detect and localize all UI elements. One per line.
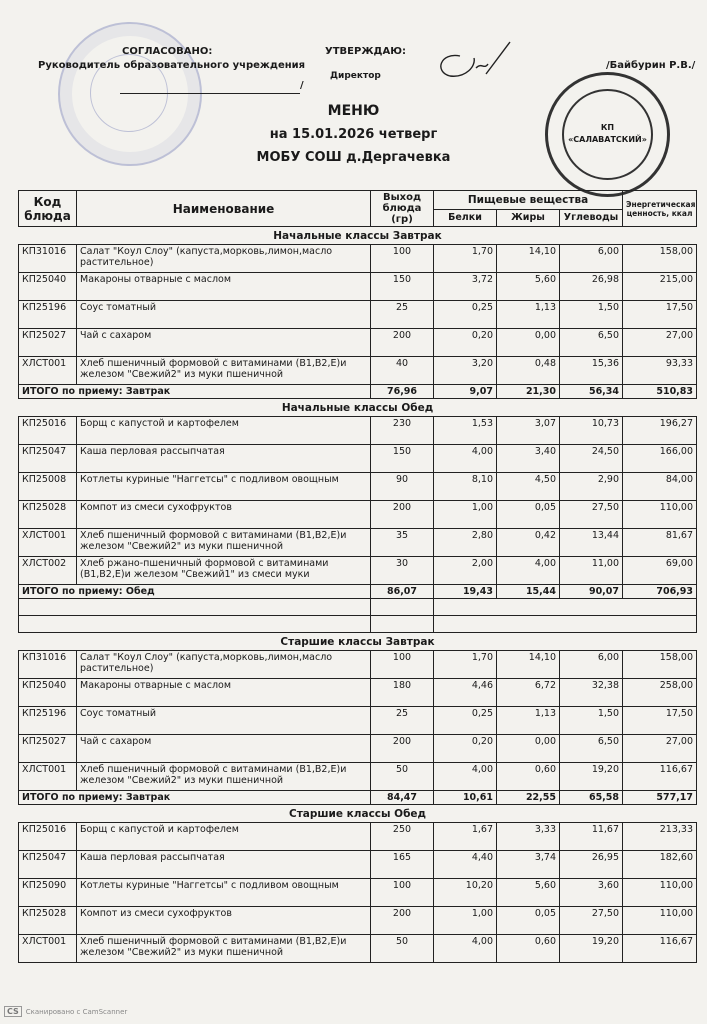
cell-kcal: 215,00 (623, 273, 697, 301)
section-header (19, 633, 697, 651)
cell-code: КП25028 (19, 907, 77, 935)
cell-fat: 5,60 (497, 273, 560, 301)
total-yield: 86,07 (371, 585, 434, 599)
cell-code: КП25016 (19, 823, 77, 851)
cell-kcal: 81,67 (623, 529, 697, 557)
cell-fat: 0,60 (497, 935, 560, 963)
total-protein: 19,43 (434, 585, 497, 599)
cell-kcal: 84,00 (623, 473, 697, 501)
confirm-role: Директор (330, 71, 381, 81)
cell-fat: 6,72 (497, 679, 560, 707)
cell-carbs: 6,00 (560, 651, 623, 679)
cell-name: Хлеб пшеничный формовой с витаминами (В1,В2,Е)и железом "Свежий2" из муки пшеничной (77, 935, 371, 963)
cell-carbs: 10,73 (560, 417, 623, 445)
total-fat: 22,55 (497, 791, 560, 805)
cell-yield: 180 (371, 679, 434, 707)
cell-protein: 3,20 (434, 357, 497, 385)
cell-protein: 4,40 (434, 851, 497, 879)
cell-protein: 1,67 (434, 823, 497, 851)
cell-kcal: 258,00 (623, 679, 697, 707)
cell-carbs: 19,20 (560, 935, 623, 963)
table-row (19, 651, 697, 679)
table-row (19, 445, 697, 473)
total-protein: 9,07 (434, 385, 497, 399)
cell-kcal: 116,67 (623, 935, 697, 963)
total-kcal: 510,83 (623, 385, 697, 399)
stamp-text-2: «САЛАВАТСКИЙ» (568, 135, 647, 144)
cell-protein: 3,72 (434, 273, 497, 301)
cell-fat: 3,07 (497, 417, 560, 445)
cell-code: КП25047 (19, 851, 77, 879)
cell-carbs: 19,20 (560, 763, 623, 791)
cell-carbs: 2,90 (560, 473, 623, 501)
cell-yield: 200 (371, 501, 434, 529)
table-row (19, 329, 697, 357)
cell-fat: 0,48 (497, 357, 560, 385)
cell-fat: 3,40 (497, 445, 560, 473)
cell-yield: 30 (371, 557, 434, 585)
cell-yield: 100 (371, 879, 434, 907)
cell-name: Салат "Коул Слоу" (капуста,морковь,лимон,масло растительное) (77, 245, 371, 273)
cell-carbs: 11,00 (560, 557, 623, 585)
cell-fat: 1,13 (497, 707, 560, 735)
cell-name: Компот из смеси сухофруктов (77, 501, 371, 529)
footer (4, 1006, 127, 1017)
section-title: Начальные классы Обед (281, 402, 434, 414)
cell-kcal: 110,00 (623, 501, 697, 529)
cell-yield: 25 (371, 707, 434, 735)
cell-carbs: 15,36 (560, 357, 623, 385)
table-row (19, 879, 697, 907)
menu-table-body (19, 227, 697, 963)
cell-yield: 35 (371, 529, 434, 557)
cell-yield: 25 (371, 301, 434, 329)
section-title: Старшие классы Завтрак (280, 636, 435, 648)
table-row (19, 935, 697, 963)
cell-yield: 50 (371, 935, 434, 963)
menu-title: МЕНЮ (327, 103, 380, 119)
cell-kcal: 116,67 (623, 763, 697, 791)
school-name: МОБУ СОШ д.Дергачевка (256, 150, 451, 165)
cell-name: Салат "Коул Слоу" (капуста,морковь,лимон,масло растительное) (77, 651, 371, 679)
cell-kcal: 182,60 (623, 851, 697, 879)
table-row (19, 417, 697, 445)
cell-carbs: 6,50 (560, 329, 623, 357)
cell-name: Котлеты куриные "Наггетсы" с подливом овощным (77, 879, 371, 907)
cell-code: КП25008 (19, 473, 77, 501)
cell-fat: 0,05 (497, 907, 560, 935)
cell-name: Хлеб пшеничный формовой с витаминами (В1,В2,Е)и железом "Свежий2" из муки пшеничной (77, 763, 371, 791)
total-kcal: 706,93 (623, 585, 697, 599)
cell-code: КП31016 (19, 245, 77, 273)
approved-role: Руководитель образовательного учреждения (38, 60, 306, 71)
cell-protein: 8,10 (434, 473, 497, 501)
table-row (19, 245, 697, 273)
cell-yield: 200 (371, 907, 434, 935)
cell-name: Макароны отварные с маслом (77, 679, 371, 707)
menu-date: на 15.01.2026 четверг (269, 127, 438, 142)
cell-fat: 3,74 (497, 851, 560, 879)
col-protein: Белки (434, 209, 497, 226)
cell-protein: 4,00 (434, 763, 497, 791)
stamp-left (58, 22, 202, 166)
col-fat: Жиры (497, 209, 560, 226)
cell-carbs: 3,60 (560, 879, 623, 907)
table-row (19, 823, 697, 851)
cell-yield: 150 (371, 273, 434, 301)
total-yield: 76,96 (371, 385, 434, 399)
cell-yield: 165 (371, 851, 434, 879)
cell-kcal: 110,00 (623, 879, 697, 907)
cell-kcal: 110,00 (623, 907, 697, 935)
cell-code: КП25027 (19, 329, 77, 357)
cell-yield: 50 (371, 763, 434, 791)
table-row (19, 851, 697, 879)
cell-name: Компот из смеси сухофруктов (77, 907, 371, 935)
cell-code: ХЛСТ001 (19, 935, 77, 963)
cell-kcal: 93,33 (623, 357, 697, 385)
table-row (19, 357, 697, 385)
section-title: Начальные классы Завтрак (273, 230, 442, 242)
col-yield: Выход блюда (гр) (371, 191, 434, 227)
cell-protein: 4,00 (434, 445, 497, 473)
cell-protein: 1,53 (434, 417, 497, 445)
total-carbs: 65,58 (560, 791, 623, 805)
cell-code: КП25040 (19, 679, 77, 707)
table-row (19, 735, 697, 763)
cell-protein: 4,46 (434, 679, 497, 707)
cell-protein: 1,00 (434, 907, 497, 935)
cell-fat: 0,00 (497, 329, 560, 357)
stamp-text-1: КП (600, 123, 615, 132)
total-carbs: 56,34 (560, 385, 623, 399)
total-row (19, 385, 697, 399)
cell-protein: 0,25 (434, 301, 497, 329)
cell-code: КП25040 (19, 273, 77, 301)
cell-kcal: 17,50 (623, 301, 697, 329)
cell-protein: 1,70 (434, 245, 497, 273)
col-carbs: Углеводы (560, 209, 623, 226)
table-row (19, 557, 697, 585)
cell-kcal: 69,00 (623, 557, 697, 585)
total-yield: 84,47 (371, 791, 434, 805)
cell-code: ХЛСТ002 (19, 557, 77, 585)
cell-name: Котлеты куриные "Наггетсы" с подливом овощным (77, 473, 371, 501)
cell-fat: 0,60 (497, 763, 560, 791)
cell-yield: 150 (371, 445, 434, 473)
total-label: ИТОГО по приему: Обед (19, 585, 371, 599)
cell-fat: 4,00 (497, 557, 560, 585)
table-row (19, 501, 697, 529)
cell-code: КП25196 (19, 707, 77, 735)
cell-kcal: 166,00 (623, 445, 697, 473)
table-row (19, 473, 697, 501)
col-code: Код блюда (19, 191, 77, 227)
total-label: ИТОГО по приему: Завтрак (19, 385, 371, 399)
cell-carbs: 26,95 (560, 851, 623, 879)
cell-yield: 200 (371, 329, 434, 357)
cell-fat: 0,00 (497, 735, 560, 763)
cell-carbs: 32,38 (560, 679, 623, 707)
col-energy: Энергетическая ценность, ккал (623, 191, 697, 227)
cell-fat: 1,13 (497, 301, 560, 329)
empty-row (19, 616, 697, 633)
cell-code: КП25028 (19, 501, 77, 529)
cell-name: Чай с сахаром (77, 329, 371, 357)
cell-protein: 4,00 (434, 935, 497, 963)
cell-carbs: 11,67 (560, 823, 623, 851)
cell-fat: 3,33 (497, 823, 560, 851)
cell-code: КП25196 (19, 301, 77, 329)
approved-sign-end: / (300, 80, 304, 91)
cell-kcal: 196,27 (623, 417, 697, 445)
cell-code: КП25047 (19, 445, 77, 473)
table-row (19, 907, 697, 935)
cell-protein: 0,25 (434, 707, 497, 735)
total-protein: 10,61 (434, 791, 497, 805)
cell-kcal: 213,33 (623, 823, 697, 851)
cell-kcal: 17,50 (623, 707, 697, 735)
col-nutrients: Пищевые вещества (434, 191, 623, 210)
total-kcal: 577,17 (623, 791, 697, 805)
cell-protein: 2,00 (434, 557, 497, 585)
total-label: ИТОГО по приему: Завтрак (19, 791, 371, 805)
cell-fat: 14,10 (497, 245, 560, 273)
cell-kcal: 27,00 (623, 329, 697, 357)
cell-protein: 1,70 (434, 651, 497, 679)
total-carbs: 90,07 (560, 585, 623, 599)
cell-code: ХЛСТ001 (19, 357, 77, 385)
cell-name: Борщ с капустой и картофелем (77, 823, 371, 851)
total-row (19, 791, 697, 805)
cell-protein: 10,20 (434, 879, 497, 907)
section-header (19, 805, 697, 823)
cell-fat: 0,42 (497, 529, 560, 557)
cell-name: Хлеб пшеничный формовой с витаминами (В1,В2,Е)и железом "Свежий2" из муки пшеничной (77, 357, 371, 385)
cell-protein: 0,20 (434, 329, 497, 357)
cell-carbs: 13,44 (560, 529, 623, 557)
cell-carbs: 6,00 (560, 245, 623, 273)
cell-yield: 90 (371, 473, 434, 501)
total-row (19, 585, 697, 599)
camscanner-icon: CS (4, 1006, 22, 1017)
cell-name: Хлеб ржано-пшеничный формовой с витаминами (В1,В2,Е)и железом "Свежий1" из смеси муки (77, 557, 371, 585)
cell-fat: 4,50 (497, 473, 560, 501)
cell-carbs: 27,50 (560, 907, 623, 935)
cell-kcal: 158,00 (623, 651, 697, 679)
table-row (19, 679, 697, 707)
cell-protein: 1,00 (434, 501, 497, 529)
table-row (19, 707, 697, 735)
table-row (19, 763, 697, 791)
cell-carbs: 1,50 (560, 301, 623, 329)
signature-line (120, 93, 300, 94)
cell-name: Чай с сахаром (77, 735, 371, 763)
confirm-label: УТВЕРЖДАЮ: (325, 46, 406, 57)
cell-kcal: 158,00 (623, 245, 697, 273)
table-row (19, 529, 697, 557)
cell-code: КП31016 (19, 651, 77, 679)
table-row (19, 301, 697, 329)
director-name: /Байбурин Р.В./ (606, 60, 696, 71)
cell-code: ХЛСТ001 (19, 529, 77, 557)
empty-row (19, 599, 697, 616)
menu-table (18, 190, 697, 963)
cell-carbs: 6,50 (560, 735, 623, 763)
section-title: Старшие классы Обед (288, 808, 427, 820)
cell-carbs: 26,98 (560, 273, 623, 301)
cell-name: Борщ с капустой и картофелем (77, 417, 371, 445)
cell-name: Макароны отварные с маслом (77, 273, 371, 301)
cell-name: Хлеб пшеничный формовой с витаминами (В1,В2,Е)и железом "Свежий2" из муки пшеничной (77, 529, 371, 557)
cell-yield: 230 (371, 417, 434, 445)
cell-name: Соус томатный (77, 301, 371, 329)
cell-code: КП25016 (19, 417, 77, 445)
section-header (19, 399, 697, 417)
cell-name: Каша перловая рассыпчатая (77, 445, 371, 473)
footer-text: Сканировано с CamScanner (25, 1007, 128, 1016)
signature-icon (430, 38, 520, 83)
cell-kcal: 27,00 (623, 735, 697, 763)
cell-yield: 100 (371, 651, 434, 679)
cell-fat: 5,60 (497, 879, 560, 907)
cell-carbs: 1,50 (560, 707, 623, 735)
cell-fat: 0,05 (497, 501, 560, 529)
col-name: Наименование (77, 191, 371, 227)
cell-protein: 0,20 (434, 735, 497, 763)
cell-name: Каша перловая рассыпчатая (77, 851, 371, 879)
approved-label: СОГЛАСОВАНО: (122, 46, 213, 57)
cell-name: Соус томатный (77, 707, 371, 735)
total-fat: 15,44 (497, 585, 560, 599)
cell-code: КП25027 (19, 735, 77, 763)
total-fat: 21,30 (497, 385, 560, 399)
cell-protein: 2,80 (434, 529, 497, 557)
cell-yield: 200 (371, 735, 434, 763)
cell-carbs: 24,50 (560, 445, 623, 473)
cell-yield: 250 (371, 823, 434, 851)
cell-code: ХЛСТ001 (19, 763, 77, 791)
cell-carbs: 27,50 (560, 501, 623, 529)
table-row (19, 273, 697, 301)
cell-code: КП25090 (19, 879, 77, 907)
cell-yield: 100 (371, 245, 434, 273)
cell-fat: 14,10 (497, 651, 560, 679)
cell-yield: 40 (371, 357, 434, 385)
section-header (19, 227, 697, 245)
